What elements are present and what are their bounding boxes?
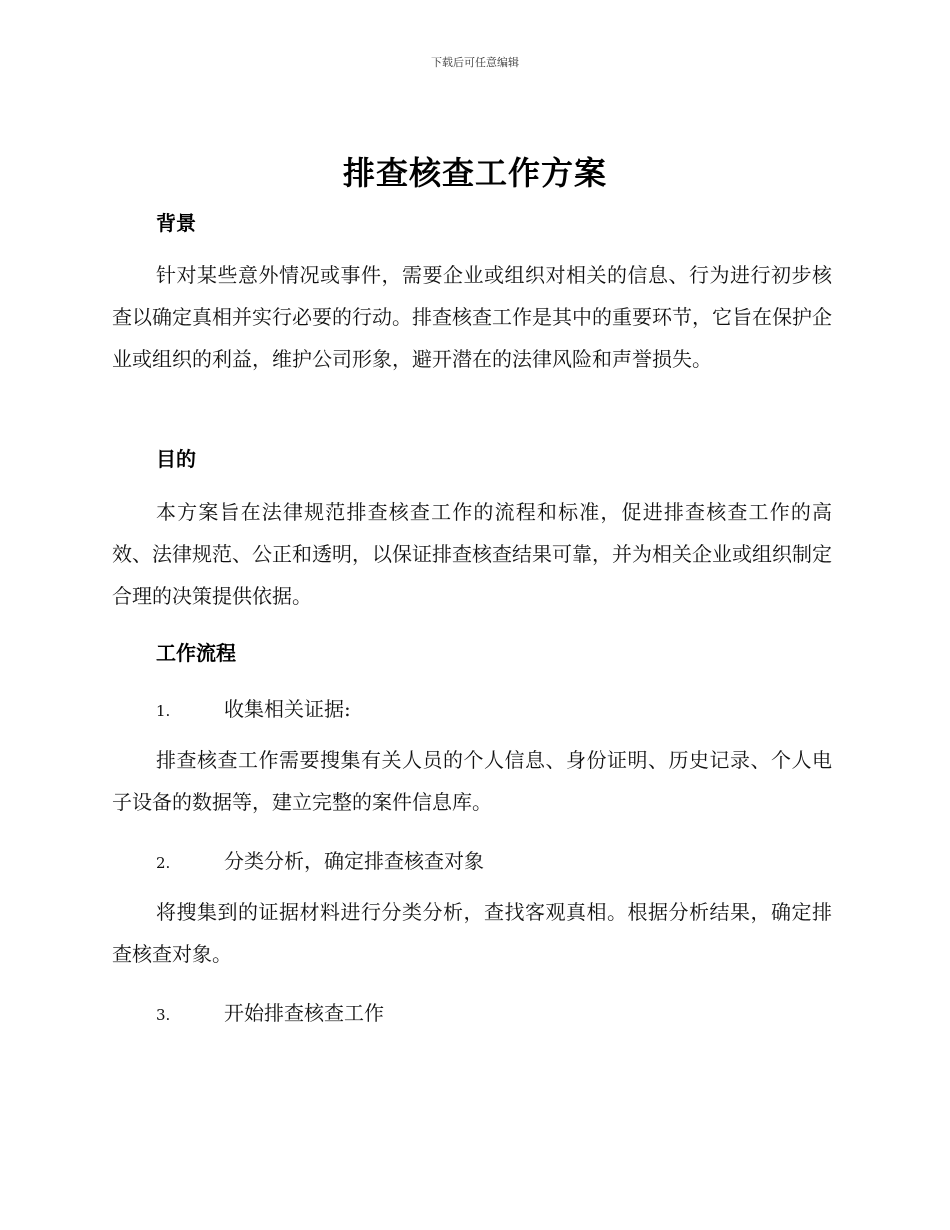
list-number: 1. (156, 702, 171, 720)
paragraph-background: 针对某些意外情况或事件，需要企业或组织对相关的信息、行为进行初步核查以确定真相并实行必要的行动。排查核查工作是其中的重要环节，它旨在保护企业或组织的利益，维护公司形象，避开潜在的法律风险和声誉损失。 (112, 263, 832, 371)
list-number: 3. (156, 1006, 171, 1024)
list-number: 2. (156, 854, 171, 872)
list-item-title: 分类分析，确定排查核查对象 (224, 849, 484, 873)
list-item-title: 开始排查核查工作 (224, 1001, 384, 1025)
heading-workflow: 工作流程 (156, 641, 236, 665)
header-note: 下载后可任意编辑 (431, 56, 519, 69)
list-item-step-3 (156, 997, 384, 1026)
list-item-step-1 (156, 693, 351, 722)
list-item-step-2 (156, 845, 484, 874)
heading-background: 背景 (156, 211, 196, 235)
paragraph-step-1: 排查核查工作需要搜集有关人员的个人信息、身份证明、历史记录、个人电子设备的数据等，建立完整的案件信息库。 (112, 748, 832, 814)
document-title: 排查核查工作方案 (342, 154, 607, 192)
paragraph-purpose: 本方案旨在法律规范排查核查工作的流程和标准，促进排查核查工作的高效、法律规范、公正和透明，以保证排查核查结果可靠，并为相关企业或组织制定合理的决策提供依据。 (112, 500, 832, 608)
list-item-title: 收集相关证据: (224, 697, 351, 721)
paragraph-step-2: 将搜集到的证据材料进行分类分析，查找客观真相。根据分析结果，确定排查核查对象。 (112, 900, 832, 966)
heading-purpose: 目的 (156, 447, 196, 471)
